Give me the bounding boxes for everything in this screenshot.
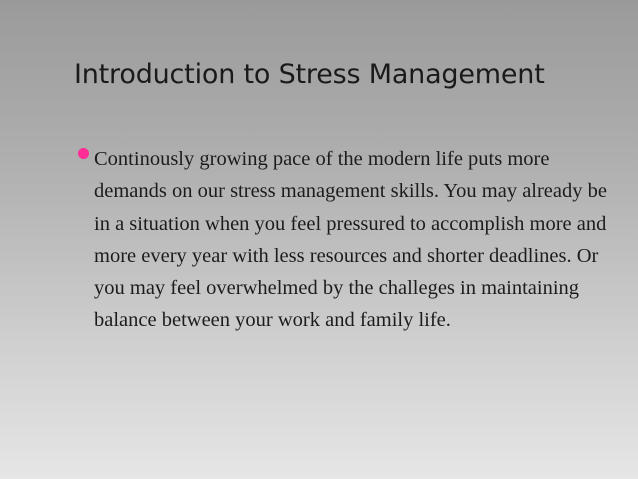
bullet-list bbox=[74, 143, 614, 337]
bullet-text: Continously growing pace of the modern life puts more demands on our stress management skills. You may already be in a situation when you feel pressured to accomplish more and more every year with less resources and shorter deadlines. Or you may feel overwhelmed by the challeges in maintaining balance between your work and family life. bbox=[94, 148, 607, 332]
bullet-item bbox=[74, 143, 614, 337]
slide-title: Introduction to Stress Management bbox=[74, 59, 545, 90]
bullet-dot-icon bbox=[78, 148, 89, 159]
